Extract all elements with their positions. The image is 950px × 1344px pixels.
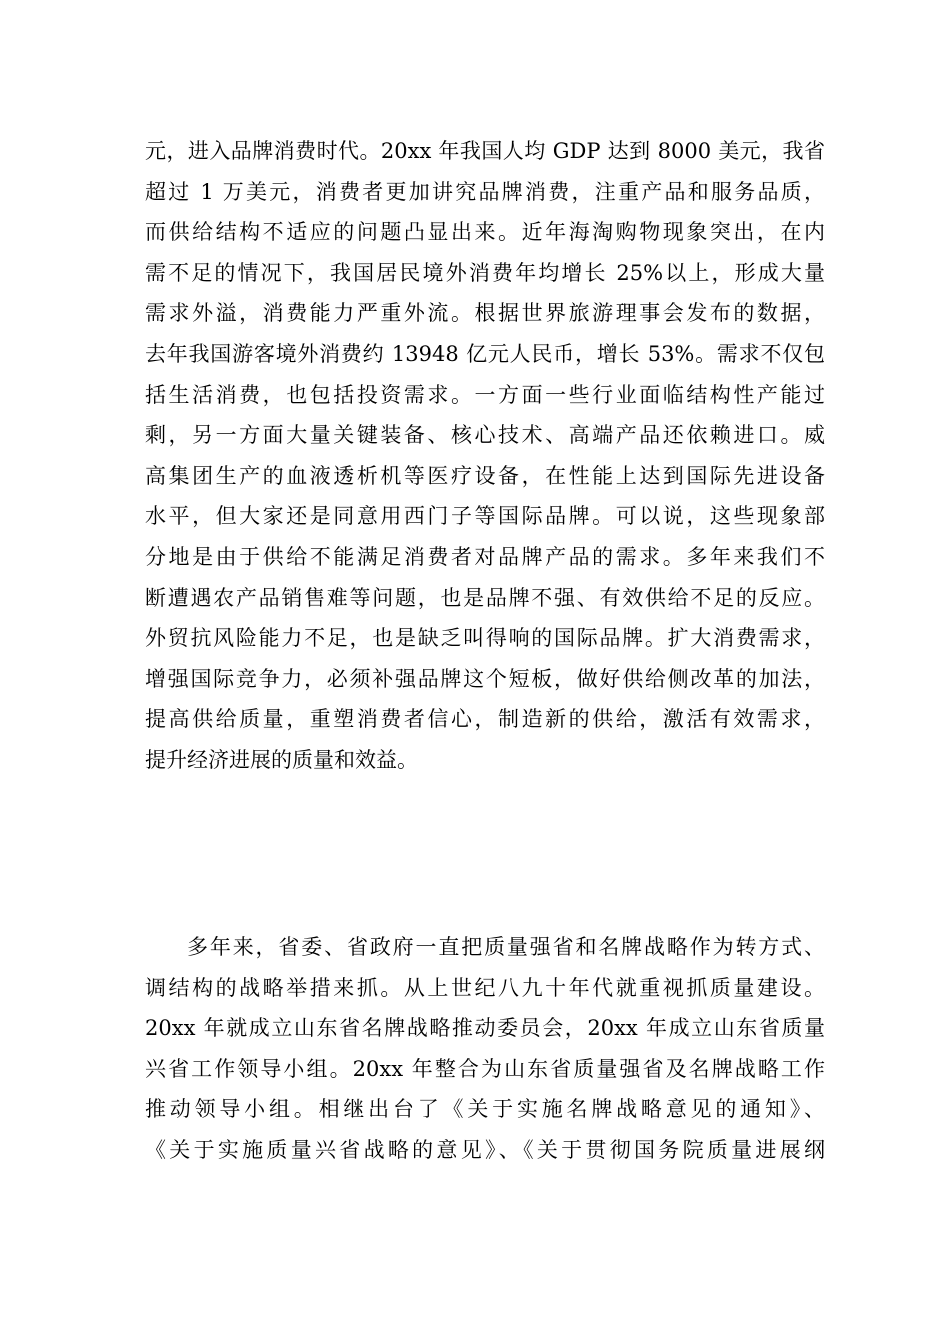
text-line: 超过 1 万美元，消费者更加讲究品牌消费，注重产品和服务品质， xyxy=(145,179,825,204)
text-line: 括生活消费，也包括投资需求。一方面一些行业面临结构性产能过 xyxy=(145,382,825,407)
text-line: 水平，但大家还是同意用西门子等国际品牌。可以说，这些现象部 xyxy=(145,504,825,529)
text-line: 调结构的战略举措来抓。从上世纪八九十年代就重视抓质量建设。 xyxy=(145,975,825,1000)
text-line: 需不足的情况下，我国居民境外消费年均增长 25%以上，形成大量 xyxy=(145,260,825,285)
text-line: 需求外溢，消费能力严重外流。根据世界旅游理事会发布的数据， xyxy=(145,301,825,326)
text-line: 增强国际竞争力，必须补强品牌这个短板，做好供给侧改革的加法， xyxy=(145,666,825,691)
paragraph-quality-strategy xyxy=(145,927,825,1171)
text-line: 提升经济进展的质量和效益。 xyxy=(145,747,418,772)
text-line: 《关于实施质量兴省战略的意见》、《关于贯彻国务院质量进展纲 xyxy=(145,1137,825,1162)
text-line: 推动领导小组。相继出台了《关于实施名牌战略意见的通知》、 xyxy=(145,1097,825,1122)
text-line: 而供给结构不适应的问题凸显出来。近年海淘购物现象突出，在内 xyxy=(145,220,825,245)
text-line: 断遭遇农产品销售难等问题，也是品牌不强、有效供给不足的反应。 xyxy=(145,585,825,610)
text-line: 去年我国游客境外消费约 13948 亿元人民币，增长 53%。需求不仅包 xyxy=(145,341,825,366)
text-line: 外贸抗风险能力不足，也是缺乏叫得响的国际品牌。扩大消费需求， xyxy=(145,626,825,651)
text-line: 多年来，省委、省政府一直把质量强省和名牌战略作为转方式、 xyxy=(187,935,825,959)
paragraph-brand-consumption xyxy=(145,131,825,781)
text-line: 元，进入品牌消费时代。20xx 年我国人均 GDP 达到 8000 美元，我省 xyxy=(145,139,825,163)
text-line: 剩，另一方面大量关键装备、核心技术、高端产品还依赖进口。威 xyxy=(145,423,825,448)
text-line: 分地是由于供给不能满足消费者对品牌产品的需求。多年来我们不 xyxy=(145,544,825,569)
text-line: 提高供给质量，重塑消费者信心，制造新的供给，激活有效需求， xyxy=(145,707,825,732)
text-line: 高集团生产的血液透析机等医疗设备，在性能上达到国际先进设备 xyxy=(145,463,825,488)
text-line: 20xx 年就成立山东省名牌战略推动委员会，20xx 年成立山东省质量 xyxy=(145,1016,825,1041)
text-line: 兴省工作领导小组。20xx 年整合为山东省质量强省及名牌战略工作 xyxy=(145,1056,825,1081)
